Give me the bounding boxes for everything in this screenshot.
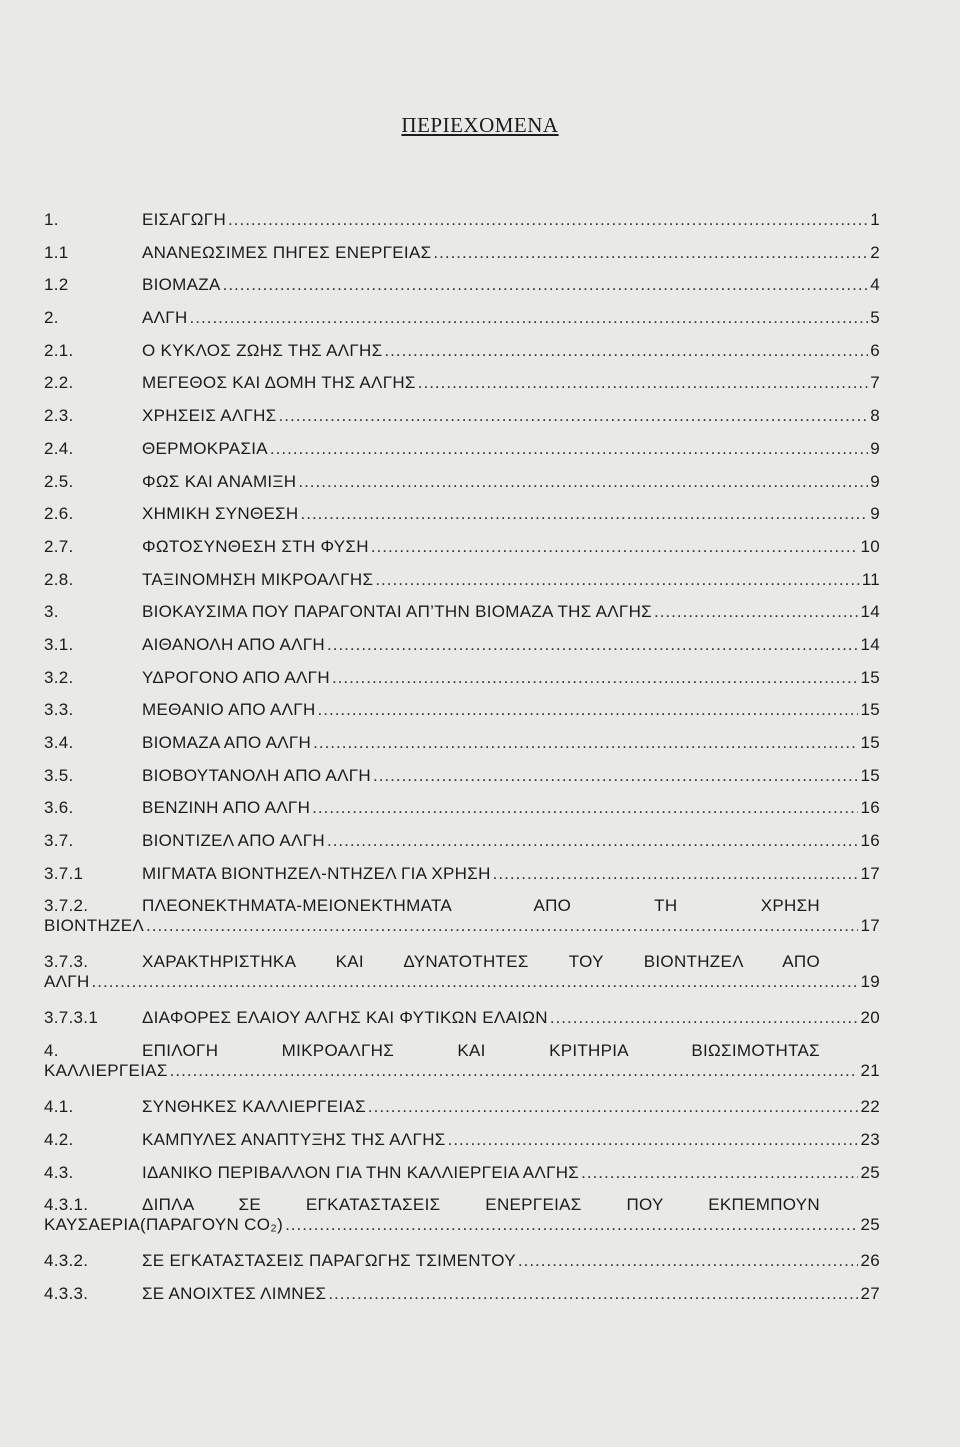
toc-page: 22	[860, 1097, 880, 1117]
toc-entry	[44, 1097, 880, 1130]
toc-entry	[44, 1251, 880, 1284]
toc-page: 15	[860, 667, 880, 687]
toc-page: 11	[861, 569, 880, 589]
toc-leader	[418, 373, 868, 393]
toc-label: ΧΡΗΣΕΙΣ ΑΛΓΗΣ	[142, 406, 277, 426]
toc-number: 2.3.	[44, 406, 74, 426]
toc-number: 3.7.1	[44, 863, 84, 883]
toc-entry	[44, 798, 880, 831]
toc-leader	[228, 210, 868, 230]
toc-leader	[581, 1163, 858, 1183]
toc-number: 2.8.	[44, 569, 74, 589]
toc-label: ΥΔΡΟΓΟΝΟ ΑΠΟ ΑΛΓΗ	[142, 667, 330, 687]
toc-number: 3.7.2.	[44, 896, 89, 916]
toc-number: 2.6.	[44, 504, 74, 524]
toc-entry	[44, 1130, 880, 1163]
toc-page: 15	[860, 765, 880, 785]
toc-entry	[44, 537, 880, 570]
toc-entry-wrapped	[44, 896, 880, 948]
toc-page: 15	[860, 733, 880, 752]
toc-entry	[44, 472, 880, 505]
toc-leader	[373, 766, 859, 786]
toc-entry	[44, 406, 880, 439]
toc-number: 2.1.	[44, 340, 74, 360]
toc-leader	[318, 700, 859, 720]
toc-entry	[44, 308, 880, 341]
toc-label-line1: ΠΛΕΟΝΕΚΤΗΜΑΤΑ-ΜΕΙΟΝΕΚΤΗΜΑΤΑ ΑΠΟ ΤΗ ΧΡΗΣΗ	[142, 896, 820, 916]
toc-entry	[44, 210, 880, 243]
toc-leader	[654, 602, 859, 622]
toc-leader	[384, 341, 868, 361]
toc-page: 25	[860, 1215, 880, 1235]
toc-page: 21	[860, 1061, 880, 1081]
toc-label-line2: ΚΑΥΣΑΕΡΙΑ(ΠΑΡΑΓΟΥΝ CO₂)	[44, 1215, 284, 1235]
toc-leader	[313, 733, 858, 753]
toc-label: ΙΔΑΝΙΚΟ ΠΕΡΙΒΑΛΛΟΝ ΓΙΑ ΤΗΝ ΚΑΛΛΙΕΡΓΕΙΑ ΑΛΓΗΣ	[142, 1162, 580, 1182]
toc-label: ΚΑΜΠΥΛΕΣ ΑΝΑΠΤΥΞΗΣ ΤΗΣ ΑΛΓΗΣ	[142, 1129, 446, 1149]
toc-number: 2.	[44, 308, 59, 328]
toc-label: ΜΕΘΑΝΙΟ ΑΠΟ ΑΛΓΗ	[142, 700, 316, 720]
toc-leader	[279, 406, 869, 426]
toc-entry	[44, 1284, 880, 1317]
toc-label: ΒΙΟΜΑΖΑ ΑΠΟ ΑΛΓΗ	[142, 733, 312, 752]
toc-number: 2.5.	[44, 471, 74, 491]
toc-label: Ο ΚΥΚΛΟΣ ΖΩΗΣ ΤΗΣ ΑΛΓΗΣ	[142, 340, 383, 360]
toc-leader	[433, 243, 868, 263]
toc-label: ΤΑΞΙΝΟΜΗΣΗ ΜΙΚΡΟΑΛΓΗΣ	[142, 569, 374, 589]
toc-number: 3.5.	[44, 765, 74, 785]
toc-label: ΘΕΡΜΟΚΡΑΣΙΑ	[142, 438, 268, 458]
toc-page: 27	[860, 1283, 880, 1303]
toc-entry	[44, 700, 880, 733]
toc-leader	[328, 1284, 858, 1304]
toc-label: ΣΕ ΑΝΟΙΧΤΕΣ ΛΙΜΝΕΣ	[142, 1283, 327, 1303]
toc-leader	[327, 831, 859, 851]
toc-number: 3.4.	[44, 733, 74, 752]
toc-number: 1.1	[44, 242, 69, 262]
toc-label: ΒΙΟΒΟΥΤΑΝΟΛΗ ΑΠΟ ΑΛΓΗ	[142, 765, 371, 785]
toc-number: 1.2	[44, 275, 69, 295]
toc-number: 3.3.	[44, 700, 74, 720]
toc-leader	[448, 1130, 859, 1150]
toc-leader	[550, 1008, 859, 1028]
toc-leader	[298, 472, 868, 492]
toc-page: 26	[860, 1251, 880, 1271]
toc-entry	[44, 766, 880, 799]
toc-label: ΕΙΣΑΓΩΓΗ	[142, 210, 227, 229]
toc-label: ΑΛΓΗ	[142, 308, 188, 328]
toc-entry	[44, 864, 880, 897]
toc-label: ΒΙΟΜΑΖΑ	[142, 275, 221, 295]
toc-label: ΣΕ ΕΓΚΑΤΑΣΤΑΣΕΙΣ ΠΑΡΑΓΩΓΗΣ ΤΣΙΜΕΝΤΟΥ	[142, 1251, 516, 1271]
toc-page: 23	[860, 1129, 880, 1149]
toc-entry	[44, 668, 880, 701]
toc-leader	[270, 439, 868, 459]
toc-number: 4.2.	[44, 1129, 74, 1149]
toc-label: ΦΩΣ ΚΑΙ ΑΝΑΜΙΞΗ	[142, 471, 297, 491]
toc-label: ΣΥΝΘΗΚΕΣ ΚΑΛΛΙΕΡΓΕΙΑΣ	[142, 1097, 366, 1117]
toc-number: 3.2.	[44, 667, 74, 687]
toc-entry	[44, 602, 880, 635]
toc-entry	[44, 275, 880, 308]
toc-entry	[44, 504, 880, 537]
toc-number: 4.3.2.	[44, 1251, 89, 1271]
toc-entry	[44, 733, 880, 766]
toc-label-line1: ΕΠΙΛΟΓΗ ΜΙΚΡΟΑΛΓΗΣ ΚΑΙ ΚΡΙΤΗΡΙΑ ΒΙΩΣΙΜΟΤΗΤΑΣ	[142, 1041, 820, 1061]
page-title: ΠΕΡΙΕΧΟΜΕΝΑ	[401, 113, 559, 137]
toc-page: 16	[860, 831, 880, 851]
toc-entry	[44, 1008, 880, 1041]
toc-page: 4	[870, 275, 880, 295]
toc-page: 20	[860, 1008, 880, 1028]
toc-entry-wrapped	[44, 952, 880, 1004]
toc-label: ΦΩΤΟΣΥΝΘΕΣΗ ΣΤΗ ΦΥΣΗ	[142, 536, 369, 556]
toc-number: 4.3.	[44, 1162, 74, 1182]
toc-leader	[190, 308, 869, 328]
toc-number: 4.3.1.	[44, 1195, 89, 1215]
toc-entry-wrapped	[44, 1195, 880, 1247]
toc-label: ΑΙΘΑΝΟΛΗ ΑΠΟ ΑΛΓΗ	[142, 634, 325, 654]
toc-page: 1	[870, 210, 880, 229]
toc-page: 6	[870, 340, 880, 360]
table-of-contents	[44, 210, 880, 1317]
toc-number: 3.7.3.1	[44, 1008, 99, 1028]
toc-number: 4.1.	[44, 1097, 74, 1117]
toc-label: ΜΙΓΜΑΤΑ ΒΙΟΝΤΗΖΕΛ-ΝΤΗΖΕΛ ΓΙΑ ΧΡΗΣΗ	[142, 863, 491, 883]
toc-entry-wrapped	[44, 1041, 880, 1093]
toc-leader	[371, 537, 859, 557]
toc-label: ΒΙΟΚΑΥΣΙΜΑ ΠΟΥ ΠΑΡΑΓΟΝΤΑΙ ΑΠ’ΤΗΝ ΒΙΟΜΑΖΑ ΤΗΣ ΑΛΓΗΣ	[142, 602, 652, 622]
toc-label: ΑΝΑΝΕΩΣΙΜΕΣ ΠΗΓΕΣ ΕΝΕΡΓΕΙΑΣ	[142, 242, 432, 262]
toc-entry	[44, 341, 880, 374]
toc-leader	[518, 1251, 859, 1271]
toc-label: ΧΗΜΙΚΗ ΣΥΝΘΕΣΗ	[142, 504, 299, 524]
toc-page: 14	[860, 602, 880, 622]
toc-label-line2: ΒΙΟΝΤΗΖΕΛ	[44, 916, 145, 936]
toc-page: 25	[860, 1162, 880, 1182]
toc-label: ΔΙΑΦΟΡΕΣ ΕΛΑΙΟΥ ΑΛΓΗΣ ΚΑΙ ΦΥΤΙΚΩΝ ΕΛΑΙΩΝ	[142, 1008, 548, 1028]
toc-page: 17	[860, 916, 880, 936]
toc-leader	[375, 570, 859, 590]
toc-page: 16	[860, 798, 880, 818]
toc-number: 2.2.	[44, 373, 74, 393]
toc-entry	[44, 831, 880, 864]
toc-label: ΜΕΓΕΘΟΣ ΚΑΙ ΔΟΜΗ ΤΗΣ ΑΛΓΗΣ	[142, 373, 416, 393]
toc-page: 9	[870, 471, 880, 491]
toc-label-line1: ΧΑΡΑΚΤΗΡΙΣΤΗΚΑ ΚΑΙ ΔΥΝΑΤΟΤΗΤΕΣ ΤΟΥ ΒΙΟΝΤΗΖΕΛ ΑΠΟ	[142, 952, 820, 972]
toc-page: 10	[860, 536, 880, 556]
toc-leader	[301, 504, 869, 524]
toc-number: 1.	[44, 210, 59, 229]
toc-entry	[44, 373, 880, 406]
toc-label-line2: ΚΑΛΛΙΕΡΓΕΙΑΣ	[44, 1061, 168, 1081]
toc-leader	[223, 275, 869, 295]
toc-number: 3.	[44, 602, 59, 622]
toc-page: 15	[860, 700, 880, 720]
toc-entry	[44, 570, 880, 603]
toc-page: 5	[870, 308, 880, 328]
toc-page: 2	[870, 242, 880, 262]
toc-leader	[327, 635, 858, 655]
toc-number: 4.	[44, 1041, 59, 1061]
toc-page: 9	[870, 504, 880, 524]
toc-leader	[332, 668, 859, 688]
toc-entry	[44, 243, 880, 276]
toc-page: 9	[870, 438, 880, 458]
toc-page: 14	[860, 634, 880, 654]
toc-leader	[170, 1061, 859, 1081]
toc-number: 4.3.3.	[44, 1283, 89, 1303]
toc-label: ΒΙΟΝΤΙΖΕΛ ΑΠΟ ΑΛΓΗ	[142, 831, 325, 851]
toc-label-line1: ΔΙΠΛΑ ΣΕ ΕΓΚΑΤΑΣΤΑΣΕΙΣ ΕΝΕΡΓΕΙΑΣ ΠΟΥ ΕΚΠΕΜΠΟΥΝ	[142, 1195, 820, 1215]
toc-number: 3.7.	[44, 831, 74, 851]
toc-leader	[493, 864, 859, 884]
toc-leader	[368, 1097, 859, 1117]
toc-leader	[285, 1215, 858, 1235]
toc-leader	[92, 972, 859, 992]
toc-entry	[44, 1163, 880, 1196]
toc-page: 7	[870, 373, 880, 393]
toc-page: 8	[870, 406, 880, 426]
toc-leader	[312, 798, 858, 818]
toc-number: 3.6.	[44, 798, 74, 818]
toc-number: 3.1.	[44, 634, 74, 654]
toc-page: 17	[860, 863, 880, 883]
toc-number: 2.7.	[44, 536, 74, 556]
toc-leader	[146, 916, 858, 936]
toc-label: ΒΕΝΖΙΝΗ ΑΠΟ ΑΛΓΗ	[142, 798, 311, 818]
toc-entry	[44, 635, 880, 668]
toc-label-line2: ΑΛΓΗ	[44, 972, 90, 992]
toc-page: 19	[860, 972, 880, 992]
toc-entry	[44, 439, 880, 472]
toc-number: 2.4.	[44, 438, 74, 458]
toc-number: 3.7.3.	[44, 952, 89, 972]
